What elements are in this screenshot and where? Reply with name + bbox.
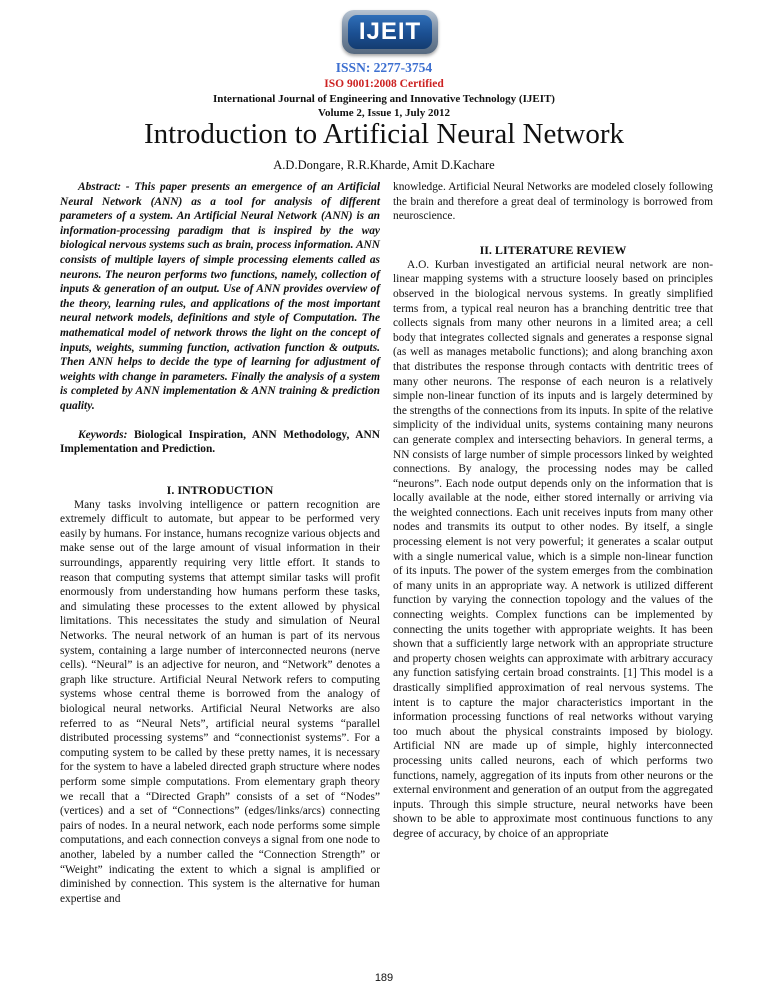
paper-authors: A.D.Dongare, R.R.Kharde, Amit D.Kachare	[273, 158, 495, 172]
section-heading-literature-review: II. LITERATURE REVIEW	[479, 242, 627, 257]
section-heading-introduction: I. INTRODUCTION	[166, 482, 274, 497]
volume-issue: Volume 2, Issue 1, July 2012	[318, 107, 450, 119]
introduction-text: Many tasks involving intelligence or pattern recognition are extremely difficult to automate, but appear to be performed very easily by humans. For instance, humans recognize various objects and make sense out of the large amount of visual information in their surroundings, apparently requiring very little effort. It stands to reason that computing systems that attempt similar tasks will profit enormously from understanding how humans perform these tasks, and simulating these processes to the extent allowed by physical limitations. This necessitates the study and simulation of Neural Networks. The neural network of an human is part of its nervous system, containing a large number of interconnected neurons (nerve cells). “Neural” is an adjective for neuron, and “Network” denotes a graph like structure. Artificial Neural Network refers to computing systems whose central theme is borrowed from the analogy of biological neural networks. Artificial Neural Networks are also referred to as “Neural Nets”, artificial neural systems “parallel distributed processing systems” and “connectionist systems”. For a computing system to be called by these pretty names, it is necessary for the system to have a labeled directed graph structure where nodes perform some simple computations. From elementary graph theory we recall that a “Directed Graph” consists of a set of “Nodes” (vertices) and a set of “Connections” (edges/links/arcs) connecting pairs of nodes. In a neural network, each node performs some simple computations, and each connection conveys a signal from one node to another, labeled by a number called the “Connection Strength” or “Weight” indicating the extent to which a signal is amplified or diminished by connection. This system is the alternative for human expertise and	[60, 498, 380, 905]
keywords-text: Biological Inspiration, ANN Methodology, ANN Implementation and Prediction.	[60, 428, 380, 456]
literature-review-text: A.O. Kurban investigated an artificial neural network are non-linear mapping systems with a structure loosely based on principles observed in the biological nervous systems. In greatly simplified terms from, a typical real neuron has a branching dentritic tree that collects signals from many other neurons in a limited area; a cell body that integrates collected signals and generates a response signal (as well as manages metabolic functions); and along branching axon that distributes the response through contacts with dentritic trees of many other neurons. The response of each neuron is a relatively simple non-linear function of its inputs and is largely determined by the strengths of the connections from its inputs. In spite of the relative simplicity of the individual units, systems containing many neurons can generate complex and intersecting behaviors. In general terms, a NN consists of large number of simple processors linked by weighted connections. By analogy, the processing nodes may be called “neurons”. Each node output depends only on the information that is locally available at the node, either stored internally or arriving via the weighted connections. Each unit receives inputs from many other nodes and transmits its output to other nodes. By itself, a single processing element is not very powerful; it generates a scalar output with a single numerical value, which is a simple non-linear function of its inputs. The power of the system emerges from the combination of many units in an appropriate way. A network is utilized different function by varying the connection topology and the values of the connecting weights. Complex functions can be implemented by connecting the units together with appropriate weights. It has been shown that a sufficiently large network with an appropriate structure and property chosen weights can approximate with arbitrary accuracy any function satisfying certain broad constraints. [1] This model is a drastically simplified approximation of real nervous systems. The intent is to capture the major characteristics important in the information processing functions of real networks without varying too much about the physical constraints imposed by biology. Artificial NN are made up of simple, highly interconnected processing units called neurons, each of which performs two functions, namely, aggregation of its inputs from other neurons or the external environment and generation of an output from the aggregated inputs. Through this simple structure, neural networks have been shown to be able to approximate most continuous functions to any degree of accuracy, by choice of an appropriate	[393, 258, 713, 840]
journal-logo-text: IJEIT	[348, 15, 432, 49]
left-column	[60, 180, 380, 906]
right-column	[393, 180, 713, 842]
paper-title: Introduction to Artificial Neural Network	[144, 118, 624, 150]
issn: ISSN: 2277-3754	[335, 60, 433, 75]
abstract: Abstract: - This paper presents an emergence of an Artificial Neural Network (ANN) as a tool for analysis of different parameters of a system. An Artificial Neural Network (ANN) is an information-processing paradigm that is inspired by the way biological nervous systems such as brain, process information. ANN consists of multiple layers of simple processing elements called as neurons. The neuron performs two functions, namely, collection of inputs & generation of an output. Use of ANN provides overview of the theory, learning rules, and applications of the most important neural network models, definitions and style of Computation. The mathematical model of network throws the light on the concept of inputs, weights, summing function, activation function & outputs. Then ANN helps to decide the type of learning for adjustment of weights with change in parameters. Finally the analysis of a system is completed by ANN implementation & ANN training & prediction quality.	[60, 181, 380, 412]
journal-name: International Journal of Engineering and Innovative Technology (IJEIT)	[213, 93, 555, 105]
journal-logo	[342, 10, 438, 54]
keywords-label: Keywords:	[78, 428, 128, 441]
introduction-continued: knowledge. Artificial Neural Networks are modeled closely following the brain and therefore a great deal of terminology is borrowed from neuroscience.	[393, 181, 713, 223]
keywords	[60, 428, 380, 457]
page-number: 189	[374, 972, 394, 984]
iso-certification: ISO 9001:2008 Certified	[324, 78, 444, 90]
